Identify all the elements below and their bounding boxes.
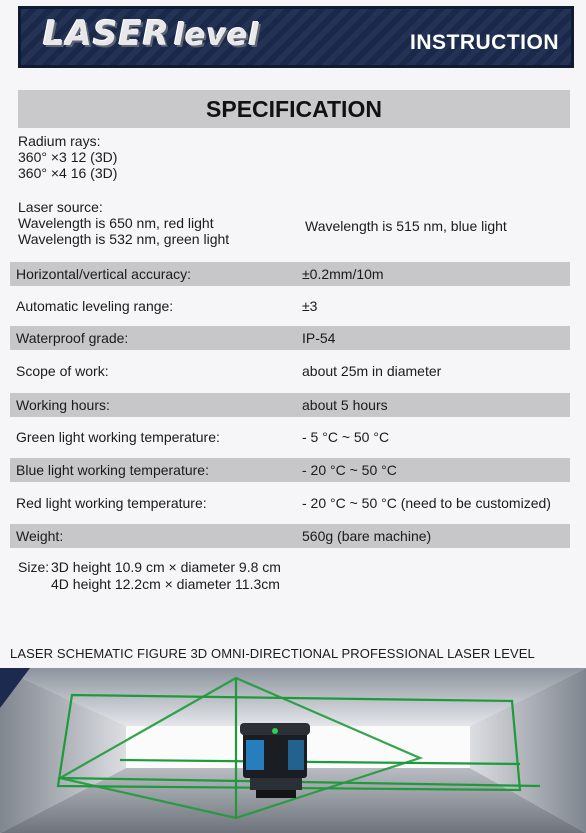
header-banner — [18, 6, 574, 68]
spec-value: IP-54 — [302, 330, 336, 346]
spec-row — [10, 326, 570, 350]
spec-label: Weight: — [16, 528, 64, 544]
spec-row — [10, 458, 570, 482]
laser-source-green: Wavelength is 532 nm, green light — [18, 231, 230, 247]
spec-value: - 20 °C ~ 50 °C — [302, 462, 397, 478]
size-label: Size: — [18, 559, 50, 575]
logo-sub: level — [173, 18, 260, 53]
radium-line-2: 360° ×4 16 (3D) — [18, 165, 118, 181]
specification-heading: SPECIFICATION — [18, 90, 570, 128]
brand-logo — [43, 14, 260, 54]
spec-row — [10, 393, 570, 417]
spec-label: Horizontal/vertical accuracy: — [16, 266, 192, 282]
spec-value: 560g (bare machine) — [302, 528, 432, 544]
logo-main: LASER — [43, 14, 170, 54]
spec-label: Waterproof grade: — [16, 330, 129, 346]
size-line-2: 4D height 12.2cm × diameter 11.3cm — [51, 576, 280, 592]
laser-source-blue: Wavelength is 515 nm, blue light — [305, 218, 507, 234]
laser-schematic-figure — [0, 668, 586, 833]
radium-label: Radium rays: — [18, 133, 101, 149]
schematic-title: LASER SCHEMATIC FIGURE 3D OMNI-DIRECTIONAL PROFESSIONAL LASER LEVEL — [10, 646, 535, 661]
spec-label: Red light working temperature: — [16, 495, 207, 511]
spec-value: ±3 — [302, 298, 318, 314]
spec-row — [10, 294, 570, 318]
section-title: INSTRUCTION — [410, 31, 559, 54]
spec-value: - 20 °C ~ 50 °C (need to be customized) — [302, 495, 551, 511]
radium-line-1: 360° ×3 12 (3D) — [18, 149, 118, 165]
spec-label: Automatic leveling range: — [16, 298, 174, 314]
laser-source-red: Wavelength is 650 nm, red light — [18, 215, 214, 231]
spec-value: - 5 °C ~ 50 °C — [302, 429, 390, 445]
spec-value: about 25m in diameter — [302, 363, 442, 379]
spec-row — [10, 524, 570, 548]
spec-row — [10, 491, 570, 515]
laser-source-label: Laser source: — [18, 199, 103, 215]
size-line-1: 3D height 10.9 cm × diameter 9.8 cm — [51, 559, 281, 575]
spec-label: Working hours: — [16, 397, 110, 413]
spec-value: about 5 hours — [302, 397, 388, 413]
spec-row — [10, 359, 570, 383]
spec-label: Scope of work: — [16, 363, 109, 379]
spec-row — [10, 262, 570, 286]
laser-level-device — [240, 723, 310, 798]
spec-label: Green light working temperature: — [16, 429, 220, 445]
spec-row — [10, 425, 570, 449]
spec-label: Blue light working temperature: — [16, 462, 209, 478]
spec-value: ±0.2mm/10m — [302, 266, 384, 282]
